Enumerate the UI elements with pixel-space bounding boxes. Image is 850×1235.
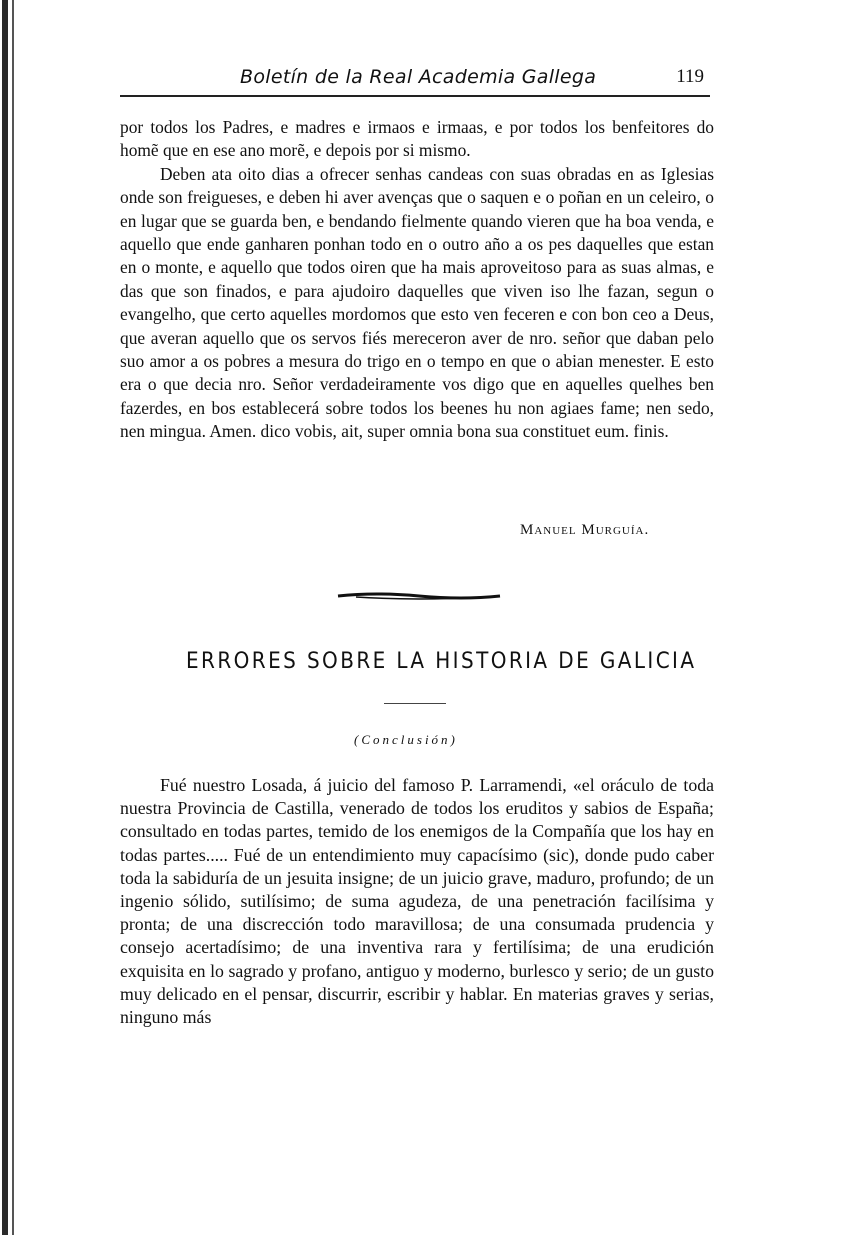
- author-signature: Manuel Murguía.: [520, 522, 650, 538]
- title-rule: [384, 703, 446, 704]
- article-text: [120, 774, 714, 1029]
- section-title: ERRORES SOBRE LA HISTORIA DE GALICIA: [186, 646, 697, 674]
- binding-edge: [2, 0, 8, 1235]
- header-rule: [120, 95, 710, 97]
- section-subtitle: (Conclusión): [354, 732, 458, 747]
- page-number: 119: [676, 66, 704, 87]
- paragraph: Fué nuestro Losada, á juicio del famoso P. Larramendi, «el oráculo de toda nuestra Provincia de Castilla, venerado de todos los eruditos y sabios de España; consultado en todas partes, temido de los enemigos de la Compañía que los hay en todas partes..... Fué de un entendimiento muy capacísimo (sic), donde pudo caber toda la sabiduría de un jesuita insigne; de un juicio grave, maduro, profundo; de un ingenio sólido, sutilísimo; de suma agudeza, de una penetración facilísima y pronta; de una discrección todo maravillosa; de una consumada prudencia y consejo acertadísimo; de una inventiva rara y fertilísima; de una erudición exquisita en lo sagrado y profano, antiguo y moderno, burlesco y serio; de un gusto muy delicado en el pensar, discurrir, escribir y hablar. En materias graves y serias, ninguno más: [120, 775, 714, 1028]
- paragraph: por todos los Padres, e madres e irmaos e irmaas, e por todos los benfeitores do homẽ que en ese ano morẽ, e depois por si mismo.: [120, 117, 714, 161]
- divider-ornament: [336, 588, 502, 604]
- running-header: [240, 66, 710, 94]
- journal-title: Boletín de la Real Academia Gallega: [240, 66, 597, 88]
- binding-edge-line: [12, 0, 14, 1235]
- previous-article-text: [120, 116, 714, 444]
- paragraph: Deben ata oito dias a ofrecer senhas candeas con suas obradas en as Iglesias onde son freigueses, e deben hi aver avenças que o saquen e o poñan en un celeiro, o en lugar que se guarda ben, e bendando fielmente quando vieren que ha boa venda, e aquello que ende ganharen ponhan todo en o outro año a os pes daquelles que estan en o monte, e aquello que todos oiren que ha mais aproveitoso para as suas almas, e das que son finados, e para ajudoiro daquelles que viven iso lhe fazan, segun o evangelho, que certo aquelles mordomos que esto ven feceren e con bon ceo a Deus, que averan aquello que os servos fiés mereceron aver de nro. señor que daban pelo suo amor a os pobres a mesura do trigo en o tempo en que o abian menester. E esto era o que decia nro. Señor verdadeiramente vos digo que en aquelles quelhes ben fazerdes, en bos establecerá sobre todos los beenes hu non agiaes fame; nen sedo, nen mingua. Amen. dico vobis, ait, super omnia bona sua constituet eum. finis.: [120, 163, 714, 442]
